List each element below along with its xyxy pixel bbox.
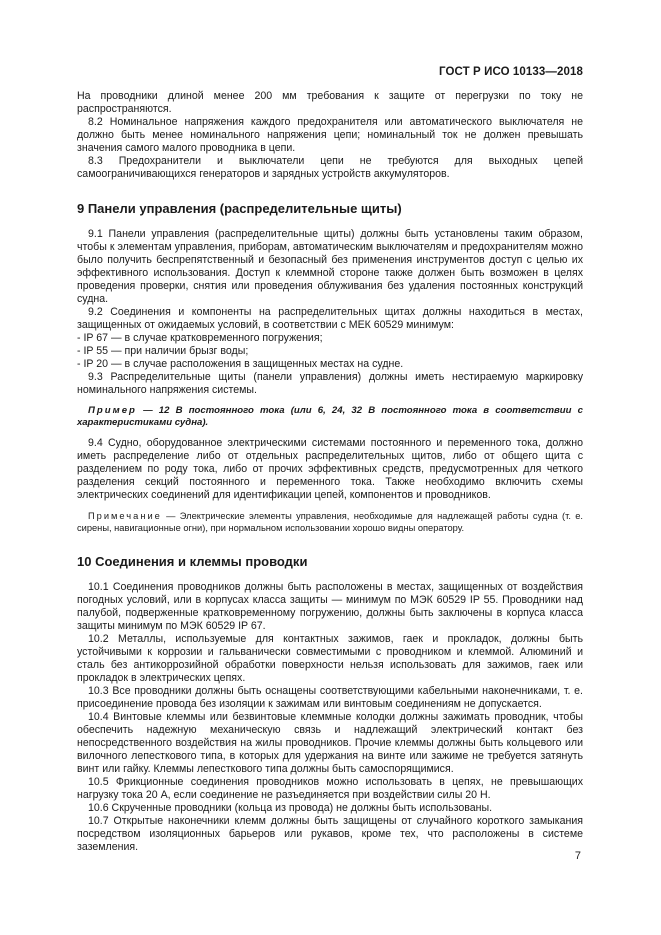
note-block	[77, 510, 583, 534]
example-block	[77, 405, 583, 429]
paragraph-10-6: 10.6 Скрученные проводники (кольца из провода) не должны быть использованы.	[88, 802, 493, 814]
page-content	[77, 90, 583, 854]
paragraph-9-1: 9.1 Панели управления (распределительные щиты) должны быть установлены таким образом, чтобы к элементам управления, приборам, автоматическим выключателям и предохранителям можно было получить беспрепятственный и безопасный без применения инструментов доступ с целью их эффективного использования. Доступ к клеммной стороне также должен быть возможен в целях проведения проверки, снятия или проведения облуживания без удаления постоянных конструкций судна.	[77, 228, 583, 305]
list-item: - IP 20 — в случае расположения в защищенных местах на судне.	[77, 358, 404, 370]
paragraph-10-1: 10.1 Соединения проводников должны быть расположены в местах, защищенных от воздействия погодных условий, или в корпусах класса защиты — минимум по МЭК 60529 IP 55. Проводники над палубой, подверженные кратковременному погружению, должны быть заключены в корпуса класса защиты минимум по МЭК 60529 IP 67.	[77, 581, 583, 632]
list-item: - IP 67 — в случае кратковременного погружения;	[77, 332, 323, 344]
paragraph-10-2: 10.2 Металлы, используемые для контактных зажимов, гаек и прокладок, должны быть устойчивыми к коррозии и гальванически совместимыми с проводником и клеммой. Алюминий и сталь без антикоррозийной обработки поверхности нельзя использовать для зажимов, гаек или прокладок в электрических цепях.	[77, 633, 583, 684]
note-label: Примечание	[88, 511, 162, 521]
paragraph-9-4: 9.4 Судно, оборудованное электрическими системами постоянного и переменного тока, должно иметь распределение либо от отдельных распределительных щитов, либо от общего щита с разделением по роду тока, либо от прочих эффективных средств, предусмотренных для четкого разделения секций постоянного и переменного тока. Также необходимо включить схемы электрических соединений для идентификации цепей, компонентов и проводников.	[77, 437, 583, 501]
list-item: - IP 55 — при наличии брызг воды;	[77, 345, 249, 357]
paragraph-10-3: 10.3 Все проводники должны быть оснащены соответствующими кабельными наконечниками, т. е. присоединение провода без изоляции к зажимам или винтовым соединениям не допускается.	[77, 685, 583, 710]
standard-header: ГОСТ Р ИСО 10133—2018	[438, 66, 583, 78]
paragraph-10-5: 10.5 Фрикционные соединения проводников можно использовать в цепях, не превышающих нагрузку тока 20 А, если соединение не разъединяется при воздействии силы 20 Н.	[77, 776, 583, 801]
ip-rating-list	[77, 332, 583, 371]
paragraph-9-2: 9.2 Соединения и компоненты на распределительных щитах должны находиться в местах, защищенных от ожидаемых условий, в соответствии с МЕК 60529 минимум:	[77, 306, 583, 331]
paragraph-8-2: 8.2 Номинальное напряжения каждого предохранителя или автоматического выключателя не должно быть менее номинального напряжения цепи; номинальный ток не должен превышать значения самого малого проводника в цепи.	[77, 116, 583, 154]
paragraph-8-1-continuation: На проводники длиной менее 200 мм требования к защите от перегрузки по току не распространяются.	[77, 90, 583, 115]
section-10-heading: 10 Соединения и клеммы проводки	[77, 554, 308, 569]
example-label: Пример	[88, 405, 137, 416]
paragraph-9-3: 9.3 Распределительные щиты (панели управления) должны иметь нестираемую маркировку номинального напряжения системы.	[77, 371, 583, 396]
note-text: — Электрические элементы управления, необходимые для надлежащей работы судна (т. е. сирены, навигационные огни), при нормальном использовании хорошо видны оператору.	[77, 511, 583, 533]
paragraph-8-3: 8.3 Предохранители и выключатели цепи не требуются для выходных цепей самоограничивающихся генераторов и зарядных устройств аккумуляторов.	[77, 155, 583, 180]
section-9-heading: 9 Панели управления (распределительные щиты)	[77, 201, 402, 216]
example-text: — 12 В постоянного тока (или 6, 24, 32 В постоянного тока в соответствии с характеристиками судна).	[77, 405, 583, 428]
paragraph-10-4: 10.4 Винтовые клеммы или безвинтовые клеммные колодки должны зажимать проводник, чтобы обеспечить надежную механическую связь и надлежащий электрический контакт без непосредственного воздействия на жилы проводников. Прочие клеммы должны быть кольцевого или вилочного лепесткового типа, в которых для удержания на винте или зажиме не требуется затянуть винт или гайку. Клеммы лепесткового типа должны быть самоспорящимися.	[77, 711, 583, 775]
page-number: 7	[574, 850, 581, 862]
paragraph-10-7: 10.7 Открытые наконечники клемм должны быть защищены от случайного короткого замыкания посредством изоляционных барьеров или рукавов, кроме тех, что расположены в системе заземления.	[77, 815, 583, 853]
